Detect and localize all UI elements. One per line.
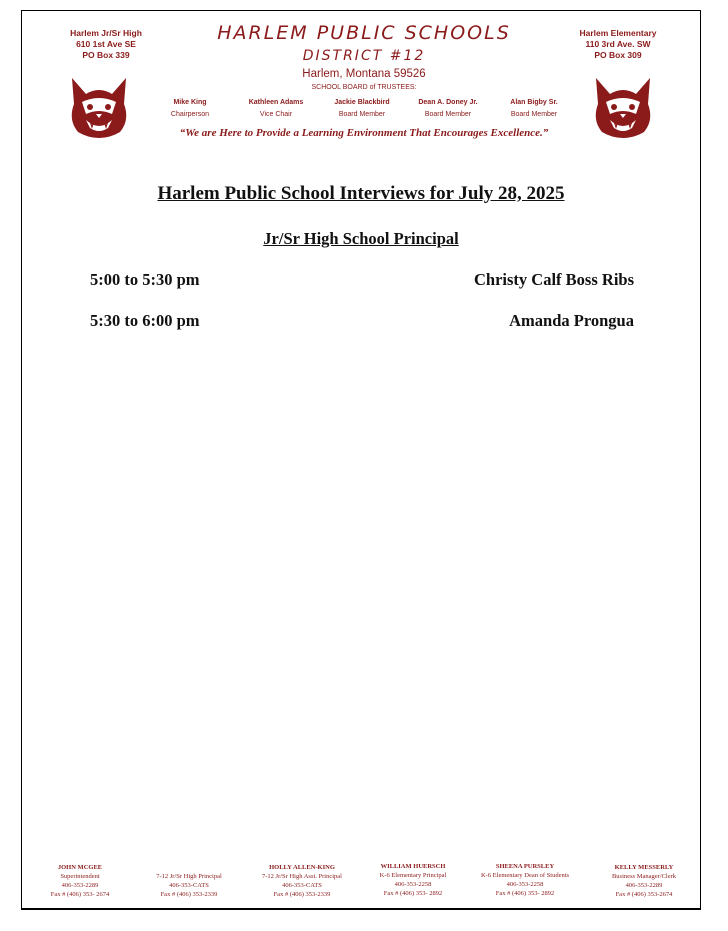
- trustee: [150, 97, 230, 121]
- interview-time: 5:30 to 6:00 pm: [90, 311, 200, 330]
- staff-phone: 406-353-2289: [625, 882, 663, 889]
- letterhead-page: [21, 10, 701, 910]
- staff-name: JOHN MCGEE: [57, 864, 103, 871]
- staff-fax: Fax # (406) 353- 2892: [495, 890, 555, 897]
- staff-name: WILLIAM HUERSCH: [380, 863, 446, 870]
- trustee-name: Dean A. Doney Jr.: [418, 99, 478, 106]
- staff-contact: [586, 863, 702, 899]
- staff-fax: Fax # (406) 353- 2674: [50, 891, 110, 898]
- staff-name: [131, 863, 247, 872]
- right-school-street: 110 3rd Ave. SW: [585, 39, 651, 49]
- left-school-name: Harlem Jr/Sr High: [70, 28, 142, 38]
- trustee-role: Chairperson: [170, 111, 210, 118]
- staff-title: 7-12 Jr/Sr High Asst. Principal: [262, 873, 342, 880]
- staff-name: HOLLY ALLEN-KING: [269, 864, 335, 871]
- district-city: Harlem, Montana 59526: [302, 68, 426, 80]
- staff-contact: [244, 863, 360, 899]
- trustee-role: Board Member: [510, 111, 558, 118]
- staff-name: KELLY MESSERLY: [614, 864, 674, 871]
- staff-phone: 406-353-2258: [394, 881, 432, 888]
- interview-candidate: Amanda Prongua: [509, 311, 634, 330]
- trustee-name: Alan Bigby Sr.: [510, 99, 558, 106]
- staff-fax: Fax # (406) 353-2339: [273, 891, 331, 898]
- trustee: [236, 97, 316, 121]
- staff-title: Business Manager/Clerk: [611, 873, 677, 880]
- staff-phone: 406-353-CATS: [282, 882, 322, 889]
- left-school-street: 610 1st Ave SE: [76, 39, 136, 49]
- staff-title: Superintendent: [60, 873, 100, 880]
- trustee-name: Jackie Blackbird: [334, 99, 390, 106]
- interview-candidate: Christy Calf Boss Ribs: [474, 270, 634, 289]
- staff-phone: 406-353-2289: [61, 882, 99, 889]
- staff-title: 7-12 Jr/Sr High Principal: [156, 873, 222, 880]
- staff-name: SHEENA PURSLEY: [495, 863, 555, 870]
- interview-time: 5:00 to 5:30 pm: [90, 270, 200, 289]
- district-title: HARLEM PUBLIC SCHOOLS: [217, 22, 511, 44]
- district-number: DISTRICT #12: [302, 48, 426, 64]
- board-title: SCHOOL BOARD of TRUSTEES:: [311, 84, 417, 91]
- right-school-name: Harlem Elementary: [579, 28, 657, 38]
- trustee-role: Board Member: [338, 111, 386, 118]
- trustee: [494, 97, 574, 121]
- district-motto: “We are Here to Provide a Learning Environment That Encourages Excellence.”: [179, 127, 549, 139]
- document-heading: Harlem Public School Interviews for July 28, 2025: [157, 183, 565, 204]
- trustee: [408, 97, 488, 121]
- staff-contact: [22, 863, 138, 899]
- trustee-name: Kathleen Adams: [248, 99, 304, 106]
- right-school-pobox: PO Box 309: [594, 50, 642, 60]
- trustee: [322, 97, 402, 121]
- staff-fax: Fax # (406) 353-2339: [160, 891, 218, 898]
- staff-phone: 406-353-2258: [506, 881, 544, 888]
- trustee-role: Board Member: [424, 111, 472, 118]
- position-heading: Jr/Sr High School Principal: [263, 229, 459, 248]
- staff-title: K-6 Elementary Principal: [379, 872, 447, 879]
- staff-fax: Fax # (406) 353-2674: [615, 891, 673, 898]
- left-school-pobox: PO Box 339: [82, 50, 130, 60]
- trustee-name: Mike King: [173, 99, 207, 106]
- staff-contact: [131, 863, 247, 899]
- staff-contact: [355, 862, 471, 898]
- staff-fax: Fax # (406) 353- 2892: [383, 890, 443, 897]
- staff-title: K-6 Elementary Dean of Students: [480, 872, 570, 879]
- staff-contact: [467, 862, 583, 898]
- trustee-role: Vice Chair: [259, 111, 293, 118]
- staff-phone: 406-353-CATS: [169, 882, 209, 889]
